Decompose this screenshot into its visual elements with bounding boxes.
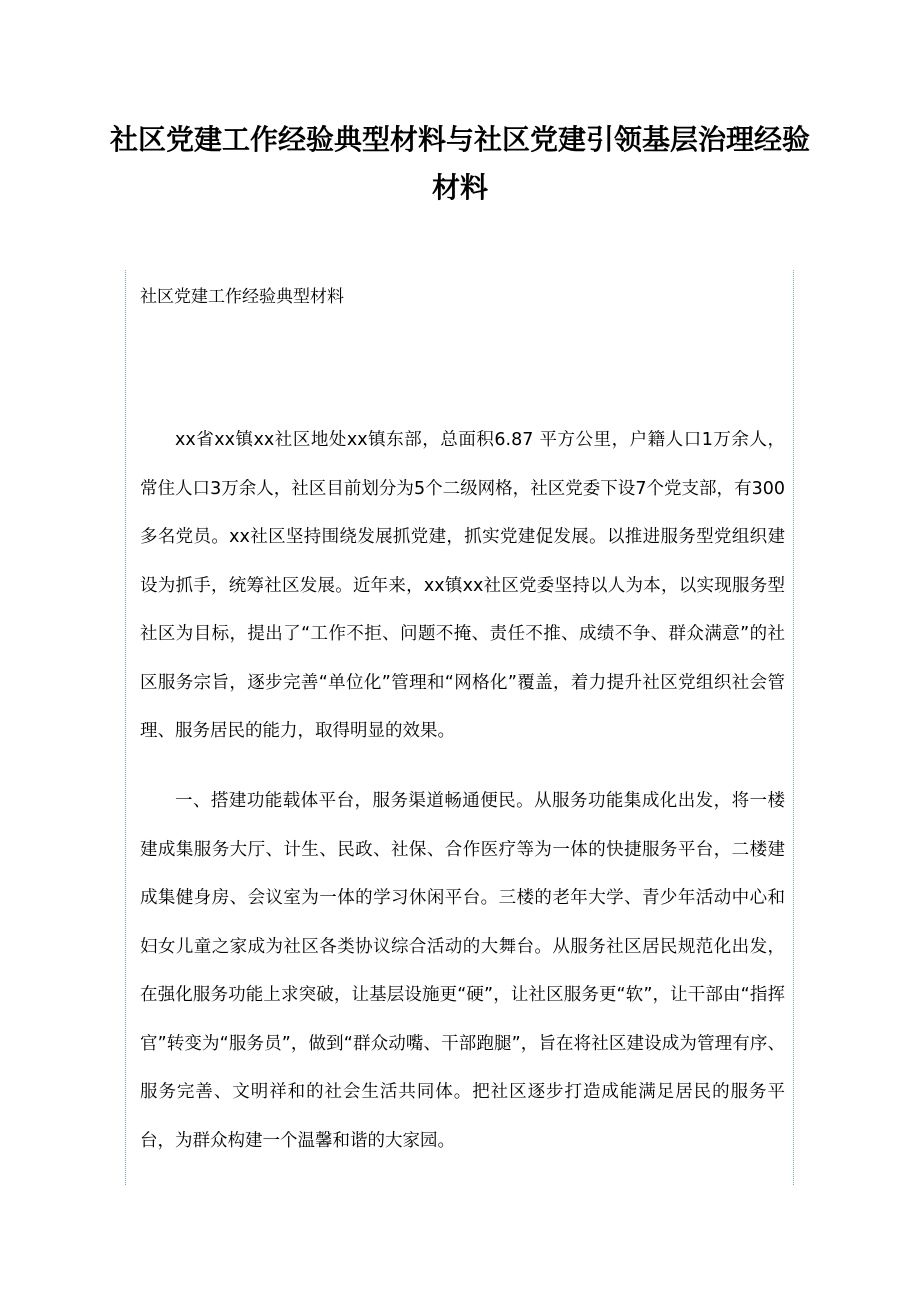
section-title: 社区党建工作经验典型材料 xyxy=(140,287,344,307)
paragraph-intro: xx省xx镇xx社区地处xx镇东部，总面积6.87 平方公里，户籍人口1万余人，常住人口3万余人，社区目前划分为5个二级网格，社区党委下设7个党支部，有300多名党员。xx社区坚持围绕发展抓党建，抓实党建促发展。以推进服务型党组织建设为抓手，统筹社区发展。近年来，xx镇xx社区党委坚持以人为本，以实现服务型社区为目标，提出了“工作不拒、问题不掩、责任不推、成绩不争、群众满意”的社区服务宗旨，逐步完善“单位化”管理和“网格化”覆盖，着力提升社区党组织社会管理、服务居民的能力，取得明显的效果。 xyxy=(140,430,785,741)
document-title: 社区党建工作经验典型材料与社区党建引领基层治理经验材料 xyxy=(110,123,811,204)
paragraph-section-one: 一、搭建功能载体平台，服务渠道畅通便民。从服务功能集成化出发，将一楼建成集服务大厅、计生、民政、社保、合作医疗等为一体的快捷服务平台，二楼建成集健身房、会议室为一体的学习休闲平台。三楼的老年大学、青少年活动中心和妇女儿童之家成为社区各类协议综合活动的大舞台。从服务社区居民规范化出发，在强化服务功能上求突破，让基层设施更“硬”，让社区服务更“软”，让干部由“指挥官”转变为“服务员”，做到“群众动嘴、干部跑腿”，旨在将社区建设成为管理有序、服务完善、文明祥和的社会生活共同体。把社区逐步打造成能满足居民的服务平台，为群众构建一个温馨和谐的大家园。 xyxy=(140,791,785,1151)
